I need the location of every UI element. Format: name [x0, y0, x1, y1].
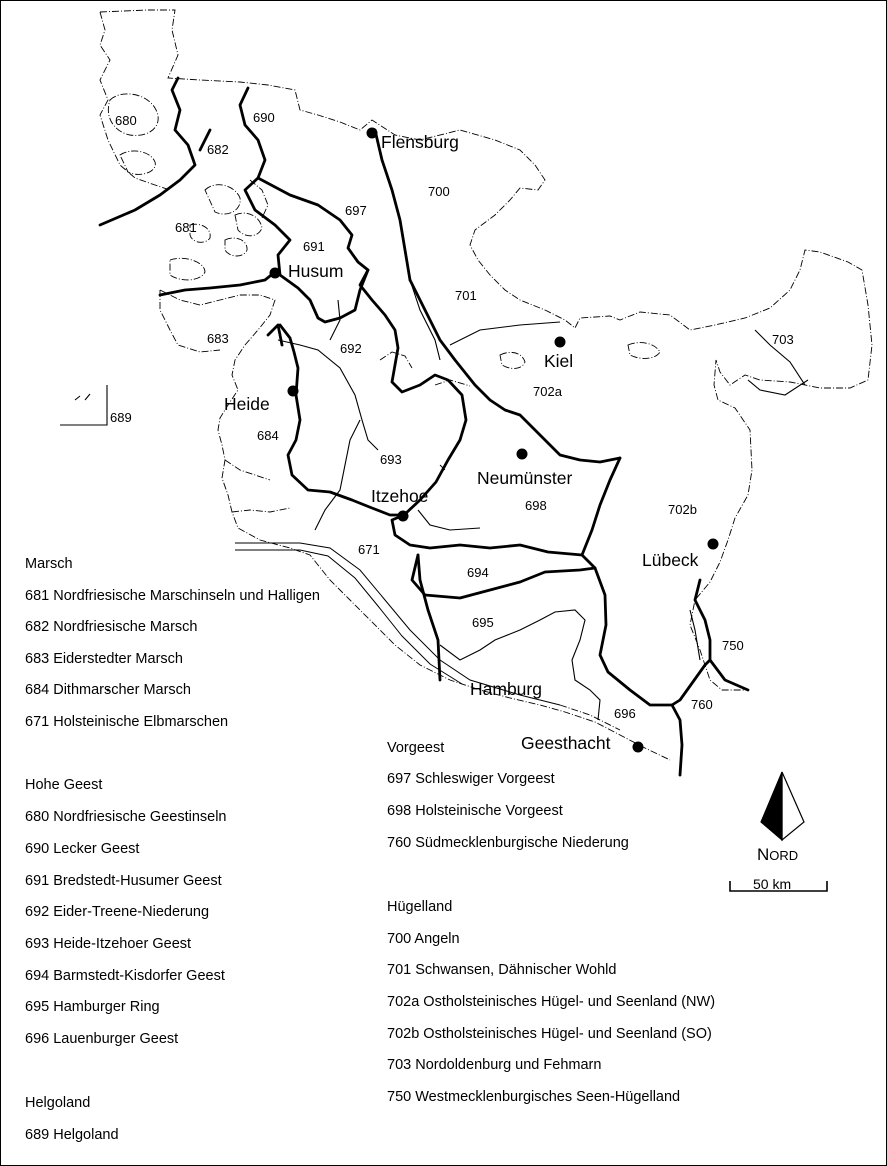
region-label: 692: [340, 341, 362, 356]
north-arrow-icon: [761, 772, 782, 840]
legend-item: 701 Schwansen, Dähnischer Wohld: [387, 962, 617, 978]
region-label: 683: [207, 331, 229, 346]
helgoland-island: [75, 394, 90, 400]
region-label: 701: [455, 288, 477, 303]
legend-item: 681 Nordfriesische Marschinseln und Halligen: [25, 588, 320, 604]
region-label: 691: [303, 239, 325, 254]
legend-item: 680 Nordfriesische Geestinseln: [25, 809, 227, 825]
legend-item: 695 Hamburger Ring: [25, 999, 160, 1015]
legend-item: 683 Eiderstedter Marsch: [25, 651, 183, 667]
city-label: Heide: [224, 394, 270, 414]
legend-heading: Helgoland: [25, 1095, 91, 1111]
region-label: 700: [428, 184, 450, 199]
region-label: 696: [614, 706, 636, 721]
legend-heading: Marsch: [25, 556, 73, 572]
thick-boundaries: [100, 78, 748, 775]
region-label: 694: [467, 565, 489, 580]
city-dot: [708, 539, 719, 550]
region-label: 698: [525, 498, 547, 513]
city-label: Neumünster: [477, 468, 573, 488]
region-label: 690: [253, 110, 275, 125]
legend-item: 691 Bredstedt-Husumer Geest: [25, 873, 222, 889]
city-dot: [288, 386, 299, 397]
region-label: 671: [358, 542, 380, 557]
city-dot: [633, 742, 644, 753]
legend-item: 671 Holsteinische Elbmarschen: [25, 714, 229, 730]
region-label: 680: [115, 113, 137, 128]
region-labels: [110, 110, 794, 721]
legend-item: 682 Nordfriesische Marsch: [25, 619, 198, 635]
helgoland-box: [60, 385, 107, 425]
legend-item: 690 Lecker Geest: [25, 841, 140, 857]
region-label: 697: [345, 203, 367, 218]
scale-bar-label: 50 km: [753, 876, 792, 892]
legend-item: 760 Südmecklenburgische Niederung: [387, 835, 629, 851]
legend-item: 697 Schleswiger Vorgeest: [387, 771, 555, 787]
legend-item: 702b Ostholsteinisches Hügel- und Seenland (SO): [387, 1026, 712, 1042]
legend-item: 702a Ostholsteinisches Hügel- und Seenland (NW): [387, 994, 716, 1010]
region-label: 760: [691, 697, 713, 712]
legend-item: 703 Nordoldenburg und Fehmarn: [387, 1057, 602, 1073]
legend-item: 684 Dithmarscher Marsch: [25, 682, 191, 698]
legend-heading: Vorgeest: [387, 740, 445, 756]
scale-bar: [730, 876, 827, 892]
region-label: 682: [207, 142, 229, 157]
legend-heading: Hügelland: [387, 899, 453, 915]
city-dot: [517, 449, 528, 460]
city-label: Kiel: [544, 351, 574, 371]
region-label: 703: [772, 332, 794, 347]
legend-heading: Hohe Geest: [25, 777, 103, 793]
legend-item: 694 Barmstedt-Kisdorfer Geest: [25, 968, 225, 984]
legend-item: 693 Heide-Itzehoer Geest: [25, 936, 192, 952]
city-dot: [398, 511, 409, 522]
north-label: NORD: [757, 845, 799, 864]
region-label: 684: [257, 428, 279, 443]
city-label: Flensburg: [381, 132, 459, 152]
city-label: Hamburg: [470, 679, 542, 699]
region-label: 693: [380, 452, 402, 467]
legend-item: 689 Helgoland: [25, 1127, 119, 1143]
legend-item: 696 Lauenburger Geest: [25, 1031, 179, 1047]
legend-item: 700 Angeln: [387, 931, 460, 947]
north-arrow: [757, 772, 804, 864]
legend-item: 750 Westmecklenburgisches Seen-Hügelland: [387, 1089, 681, 1105]
legend-item: 698 Holsteinische Vorgeest: [387, 803, 563, 819]
city-label: Husum: [288, 261, 344, 281]
city-label: Geesthacht: [521, 733, 611, 753]
city-dot: [270, 268, 281, 279]
city-dot: [555, 337, 566, 348]
region-label: 750: [722, 638, 744, 653]
coastline: [60, 10, 872, 760]
hamburg-border: [560, 705, 620, 730]
region-label: 695: [472, 615, 494, 630]
region-label: 702a: [533, 384, 562, 399]
region-label: 702b: [668, 502, 697, 517]
city-label: Itzehoe: [371, 486, 429, 506]
city-dot: [367, 128, 378, 139]
legend-item: 692 Eider-Treene-Niederung: [25, 904, 210, 920]
cities: [224, 128, 719, 754]
city-label: Lübeck: [642, 550, 699, 570]
region-label: 689: [110, 410, 132, 425]
region-label: 681: [175, 220, 197, 235]
